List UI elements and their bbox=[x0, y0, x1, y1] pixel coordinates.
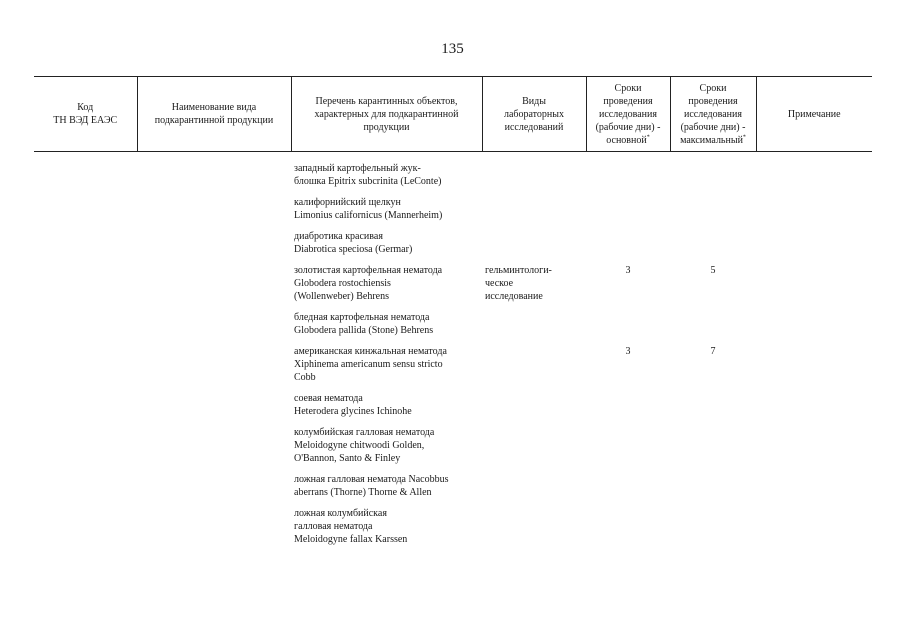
cell-term-main bbox=[586, 473, 670, 507]
header-line: Примечание bbox=[787, 108, 841, 120]
cell-code bbox=[34, 230, 137, 264]
cell-term-main bbox=[586, 426, 670, 473]
header-quarantine-objects bbox=[291, 77, 482, 152]
cell-quarantine-object-line: O'Bannon, Santo & Finley bbox=[294, 453, 401, 464]
cell-research-type bbox=[482, 426, 586, 473]
cell-term-main-line: 3 bbox=[625, 265, 631, 276]
table-row bbox=[34, 311, 872, 345]
header-line: Перечень карантинных объектов, bbox=[315, 95, 458, 107]
cell-term-main bbox=[586, 152, 670, 197]
cell-quarantine-object-line: Heterodera glycines Ichinohe bbox=[294, 406, 412, 417]
cell-quarantine-object-line: соевая нематода bbox=[294, 393, 363, 404]
cell-quarantine-object-line: Cobb bbox=[294, 372, 316, 383]
cell-term-main bbox=[586, 264, 670, 311]
cell-term-main-line: 3 bbox=[625, 346, 631, 357]
cell-note bbox=[756, 507, 872, 554]
cell-quarantine-object bbox=[291, 473, 482, 507]
cell-research-type-line: гельминтологи- bbox=[485, 265, 552, 276]
cell-quarantine-object-line: Xiphinema americanum sensu stricto bbox=[294, 359, 443, 370]
cell-research-type bbox=[482, 230, 586, 264]
cell-quarantine-object-line: американская кинжальная нематода bbox=[294, 346, 447, 357]
header-line: проведения bbox=[688, 95, 738, 107]
cell-product-name bbox=[137, 473, 291, 507]
table-row bbox=[34, 426, 872, 473]
cell-research-type bbox=[482, 152, 586, 197]
cell-term-main bbox=[586, 507, 670, 554]
cell-term-max bbox=[670, 426, 756, 473]
cell-quarantine-object-line: золотистая картофельная нематода bbox=[294, 265, 443, 276]
header-line: основной* bbox=[606, 134, 650, 146]
header-line: Код bbox=[77, 102, 94, 113]
cell-note bbox=[756, 473, 872, 507]
cell-quarantine-object-line: Meloidogyne chitwoodi Golden, bbox=[294, 440, 425, 451]
table-row bbox=[34, 392, 872, 426]
cell-term-main bbox=[586, 392, 670, 426]
header-row bbox=[34, 77, 872, 152]
cell-term-main bbox=[586, 345, 670, 392]
cell-research-type bbox=[482, 473, 586, 507]
header-research-types bbox=[482, 77, 586, 152]
cell-code bbox=[34, 152, 137, 197]
cell-quarantine-object-line: aberrans (Thorne) Thorne & Allen bbox=[294, 487, 432, 498]
cell-quarantine-object bbox=[291, 311, 482, 345]
footnote-mark: * bbox=[742, 134, 746, 141]
cell-quarantine-object-line: (Wollenweber) Behrens bbox=[294, 291, 389, 302]
cell-term-max-line: 5 bbox=[710, 265, 716, 276]
cell-quarantine-object-line: ложная колумбийская bbox=[294, 508, 387, 519]
header-line: Сроки bbox=[699, 82, 727, 94]
header-line: исследований bbox=[504, 121, 564, 133]
cell-term-max bbox=[670, 264, 756, 311]
table-row bbox=[34, 264, 872, 311]
cell-note bbox=[756, 152, 872, 197]
cell-code bbox=[34, 311, 137, 345]
header-line: исследования bbox=[599, 108, 657, 120]
header-note bbox=[756, 77, 872, 152]
cell-research-type bbox=[482, 392, 586, 426]
cell-quarantine-object bbox=[291, 392, 482, 426]
header-line: ТН ВЭД ЕАЭС bbox=[53, 115, 118, 126]
cell-product-name bbox=[137, 196, 291, 230]
header-line: лабораторных bbox=[503, 108, 564, 120]
table-row bbox=[34, 152, 872, 197]
cell-quarantine-object-line: блошка Epitrix subcrinita (LeConte) bbox=[294, 176, 442, 187]
table-row bbox=[34, 345, 872, 392]
cell-quarantine-object bbox=[291, 426, 482, 473]
cell-term-max bbox=[670, 230, 756, 264]
cell-term-max bbox=[670, 392, 756, 426]
cell-code bbox=[34, 196, 137, 230]
cell-quarantine-object-line: галловая нематода bbox=[294, 521, 373, 532]
cell-research-type-line: ческое bbox=[485, 278, 514, 289]
cell-term-max bbox=[670, 196, 756, 230]
cell-quarantine-object bbox=[291, 345, 482, 392]
cell-product-name bbox=[137, 507, 291, 554]
cell-note bbox=[756, 196, 872, 230]
cell-research-type-line: исследование bbox=[485, 291, 543, 302]
table-row bbox=[34, 230, 872, 264]
cell-quarantine-object-line: ложная галловая нематода Nacobbus bbox=[294, 474, 449, 485]
cell-quarantine-object-line: Globodera rostochiensis bbox=[294, 278, 391, 289]
cell-quarantine-object-line: колумбийская галловая нематода bbox=[294, 427, 435, 438]
cell-note bbox=[756, 426, 872, 473]
cell-quarantine-object bbox=[291, 230, 482, 264]
header-line: проведения bbox=[603, 95, 653, 107]
header-line: подкарантинной продукции bbox=[154, 115, 274, 126]
header-line: (рабочие дни) - bbox=[680, 121, 746, 133]
cell-code bbox=[34, 345, 137, 392]
cell-quarantine-object-line: калифорнийский щелкун bbox=[294, 197, 401, 208]
header-line: максимальный* bbox=[680, 134, 746, 146]
cell-research-type bbox=[482, 345, 586, 392]
cell-code bbox=[34, 473, 137, 507]
cell-quarantine-object-line: бледная картофельная нематода bbox=[294, 312, 430, 323]
cell-term-main bbox=[586, 311, 670, 345]
cell-term-max bbox=[670, 311, 756, 345]
header-product-name bbox=[137, 77, 291, 152]
cell-note bbox=[756, 345, 872, 392]
header-term-max bbox=[670, 77, 756, 152]
header-line: Сроки bbox=[614, 82, 642, 94]
cell-product-name bbox=[137, 264, 291, 311]
cell-term-main bbox=[586, 196, 670, 230]
cell-quarantine-object-line: Meloidogyne fallax Karssen bbox=[294, 534, 408, 545]
cell-term-max bbox=[670, 345, 756, 392]
header-line: Виды bbox=[522, 95, 546, 107]
page-number: 135 bbox=[441, 41, 464, 57]
footnote-mark: * bbox=[646, 134, 650, 141]
table-row bbox=[34, 196, 872, 230]
cell-code bbox=[34, 264, 137, 311]
cell-quarantine-object bbox=[291, 507, 482, 554]
cell-quarantine-object bbox=[291, 264, 482, 311]
cell-term-main bbox=[586, 230, 670, 264]
cell-quarantine-object-line: Globodera pallida (Stone) Behrens bbox=[294, 325, 434, 336]
table-row bbox=[34, 473, 872, 507]
cell-product-name bbox=[137, 392, 291, 426]
cell-quarantine-object-line: Diabrotica speciosa (Germar) bbox=[294, 244, 413, 255]
table-row bbox=[34, 507, 872, 554]
header-line: характерных для подкарантинной bbox=[314, 108, 459, 120]
header-line: Наименование вида bbox=[171, 102, 257, 113]
quarantine-table bbox=[34, 76, 872, 554]
header-line: продукции bbox=[363, 121, 410, 133]
cell-quarantine-object-line: Limonius californicus (Mannerheim) bbox=[294, 210, 443, 221]
cell-note bbox=[756, 311, 872, 345]
cell-note bbox=[756, 392, 872, 426]
header-term-main bbox=[586, 77, 670, 152]
cell-term-max-line: 7 bbox=[710, 346, 716, 357]
cell-product-name bbox=[137, 311, 291, 345]
header-line: исследования bbox=[684, 108, 742, 120]
cell-code bbox=[34, 426, 137, 473]
cell-research-type bbox=[482, 196, 586, 230]
cell-quarantine-object bbox=[291, 196, 482, 230]
cell-product-name bbox=[137, 345, 291, 392]
header-code bbox=[34, 77, 137, 152]
cell-quarantine-object-line: западный картофельный жук- bbox=[294, 163, 421, 174]
cell-product-name bbox=[137, 152, 291, 197]
cell-term-max bbox=[670, 152, 756, 197]
cell-note bbox=[756, 230, 872, 264]
cell-product-name bbox=[137, 426, 291, 473]
cell-research-type bbox=[482, 311, 586, 345]
cell-code bbox=[34, 507, 137, 554]
cell-quarantine-object-line: диабротика красивая bbox=[294, 231, 383, 242]
cell-research-type bbox=[482, 507, 586, 554]
cell-product-name bbox=[137, 230, 291, 264]
cell-term-max bbox=[670, 507, 756, 554]
cell-code bbox=[34, 392, 137, 426]
cell-term-max bbox=[670, 473, 756, 507]
cell-quarantine-object bbox=[291, 152, 482, 197]
cell-note bbox=[756, 264, 872, 311]
cell-research-type bbox=[482, 264, 586, 311]
header-line: (рабочие дни) - bbox=[595, 121, 661, 133]
